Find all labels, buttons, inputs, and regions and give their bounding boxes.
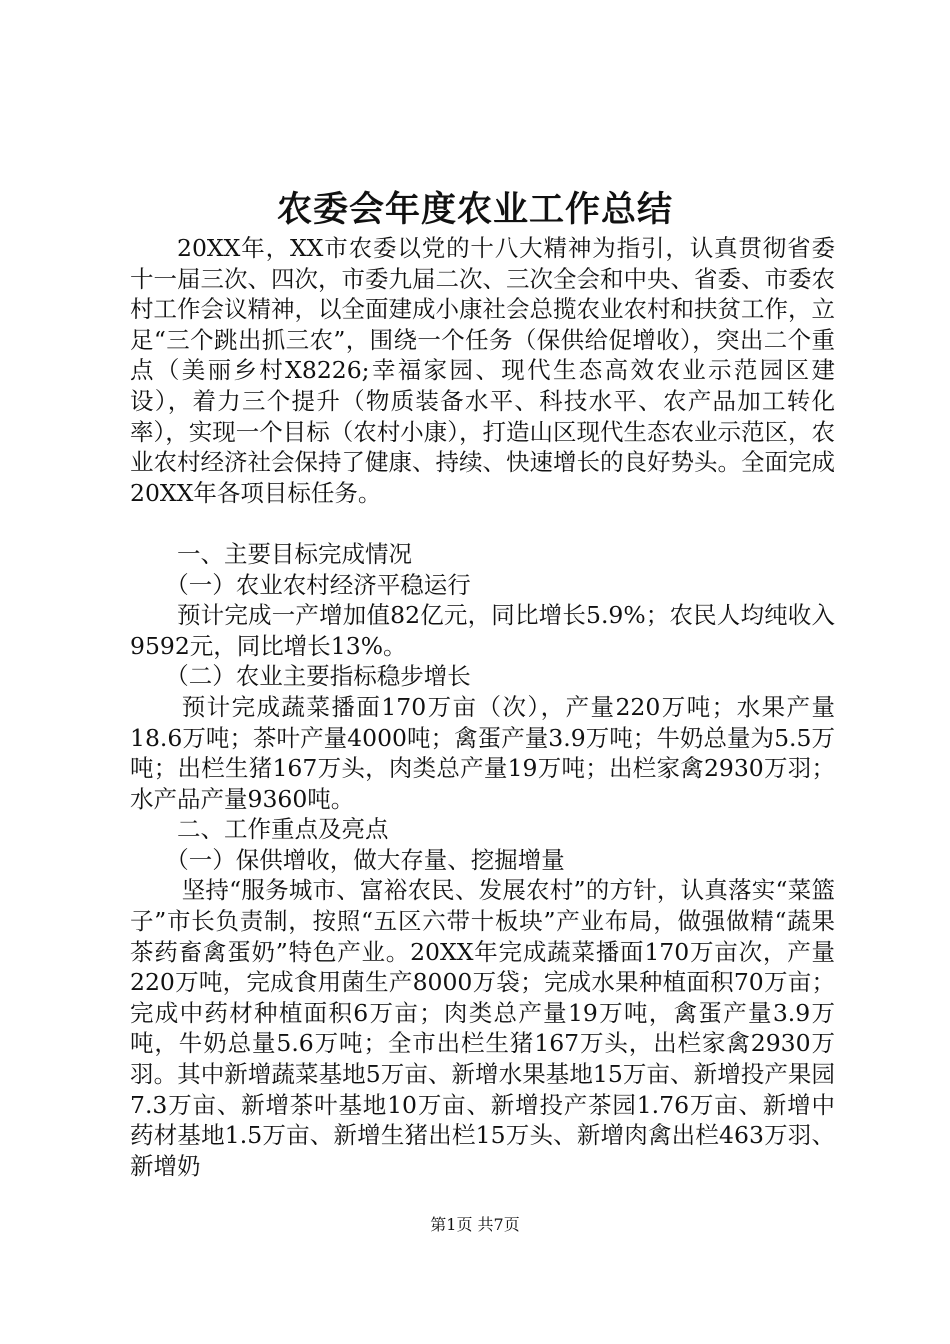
intro-paragraph: 20XX年，XX市农委以党的十八大精神为指引，认真贯彻省委十一届三次、四次，市委九届二次、三次全会和中央、省委、市委农村工作会议精神，以全面建成小康社会总揽农业农村和扶贫工作，立足“三个跳出抓三农”，围绕一个任务（保供给促增收），突出二个重点（美丽乡村X8226;幸福家园、现代生态高效农业示范园区建设），着力三个提升（物质装备水平、科技水平、农产品加工转化率），实现一个目标（农村小康），打造山区现代生态农业示范区，农业农村经济社会保持了健康、持续、快速增长的良好势头。全面完成20XX年各项目标任务。: [130, 234, 835, 507]
paragraph-2: 预计完成蔬菜播面170万亩（次），产量220万吨；水果产量18.6万吨；茶叶产量4000吨；禽蛋产量3.9万吨；牛奶总量为5.5万吨；出栏生猪167万头，肉类总产量19万吨；出栏家禽2930万羽；水产品产量9360吨。: [130, 692, 835, 813]
section-heading-2: 二、工作重点及亮点: [177, 815, 389, 844]
paragraph-gap: [130, 508, 835, 539]
document-title: 农委会年度农业工作总结: [276, 189, 673, 230]
paragraph-3: 坚持“服务城市、富裕农民、发展农村”的方针，认真落实“菜篮子”市长负责制，按照“五区六带十板块”产业布局，做强做精“蔬果茶药畜禽蛋奶”特色产业。20XX年完成蔬菜播面170万亩次，产量220万吨，完成食用菌生产8000万袋；完成水果种植面积70万亩；完成中药材种植面积6万亩；肉类总产量19万吨，禽蛋产量3.9万吨，牛奶总量5.6万吨；全市出栏生猪167万头，出栏家禽2930万羽。其中新增蔬菜基地5万亩、新增水果基地15万亩、新增投产果园7.3万亩、新增茶叶基地10万亩、新增投产茶园1.76万亩、新增中药材基地1.5万亩、新增生猪出栏15万头、新增肉禽出栏463万羽、新增奶: [130, 876, 835, 1180]
paragraph-1: 预计完成一产增加值82亿元，同比增长5.9%；农民人均纯收入9592元，同比增长13%。: [130, 601, 835, 660]
subsection-heading-1-2: （二）农业主要指标稳步增长: [165, 662, 471, 691]
page-footer: 第1页 共7页: [430, 1215, 520, 1234]
subsection-heading-2-1: （一）保供增收，做大存量、挖掘增量: [165, 845, 565, 874]
document-body: [130, 233, 835, 1181]
subsection-heading-1-1: （一）农业农村经济平稳运行: [165, 570, 471, 599]
section-heading-1: 一、主要目标完成情况: [177, 539, 412, 568]
